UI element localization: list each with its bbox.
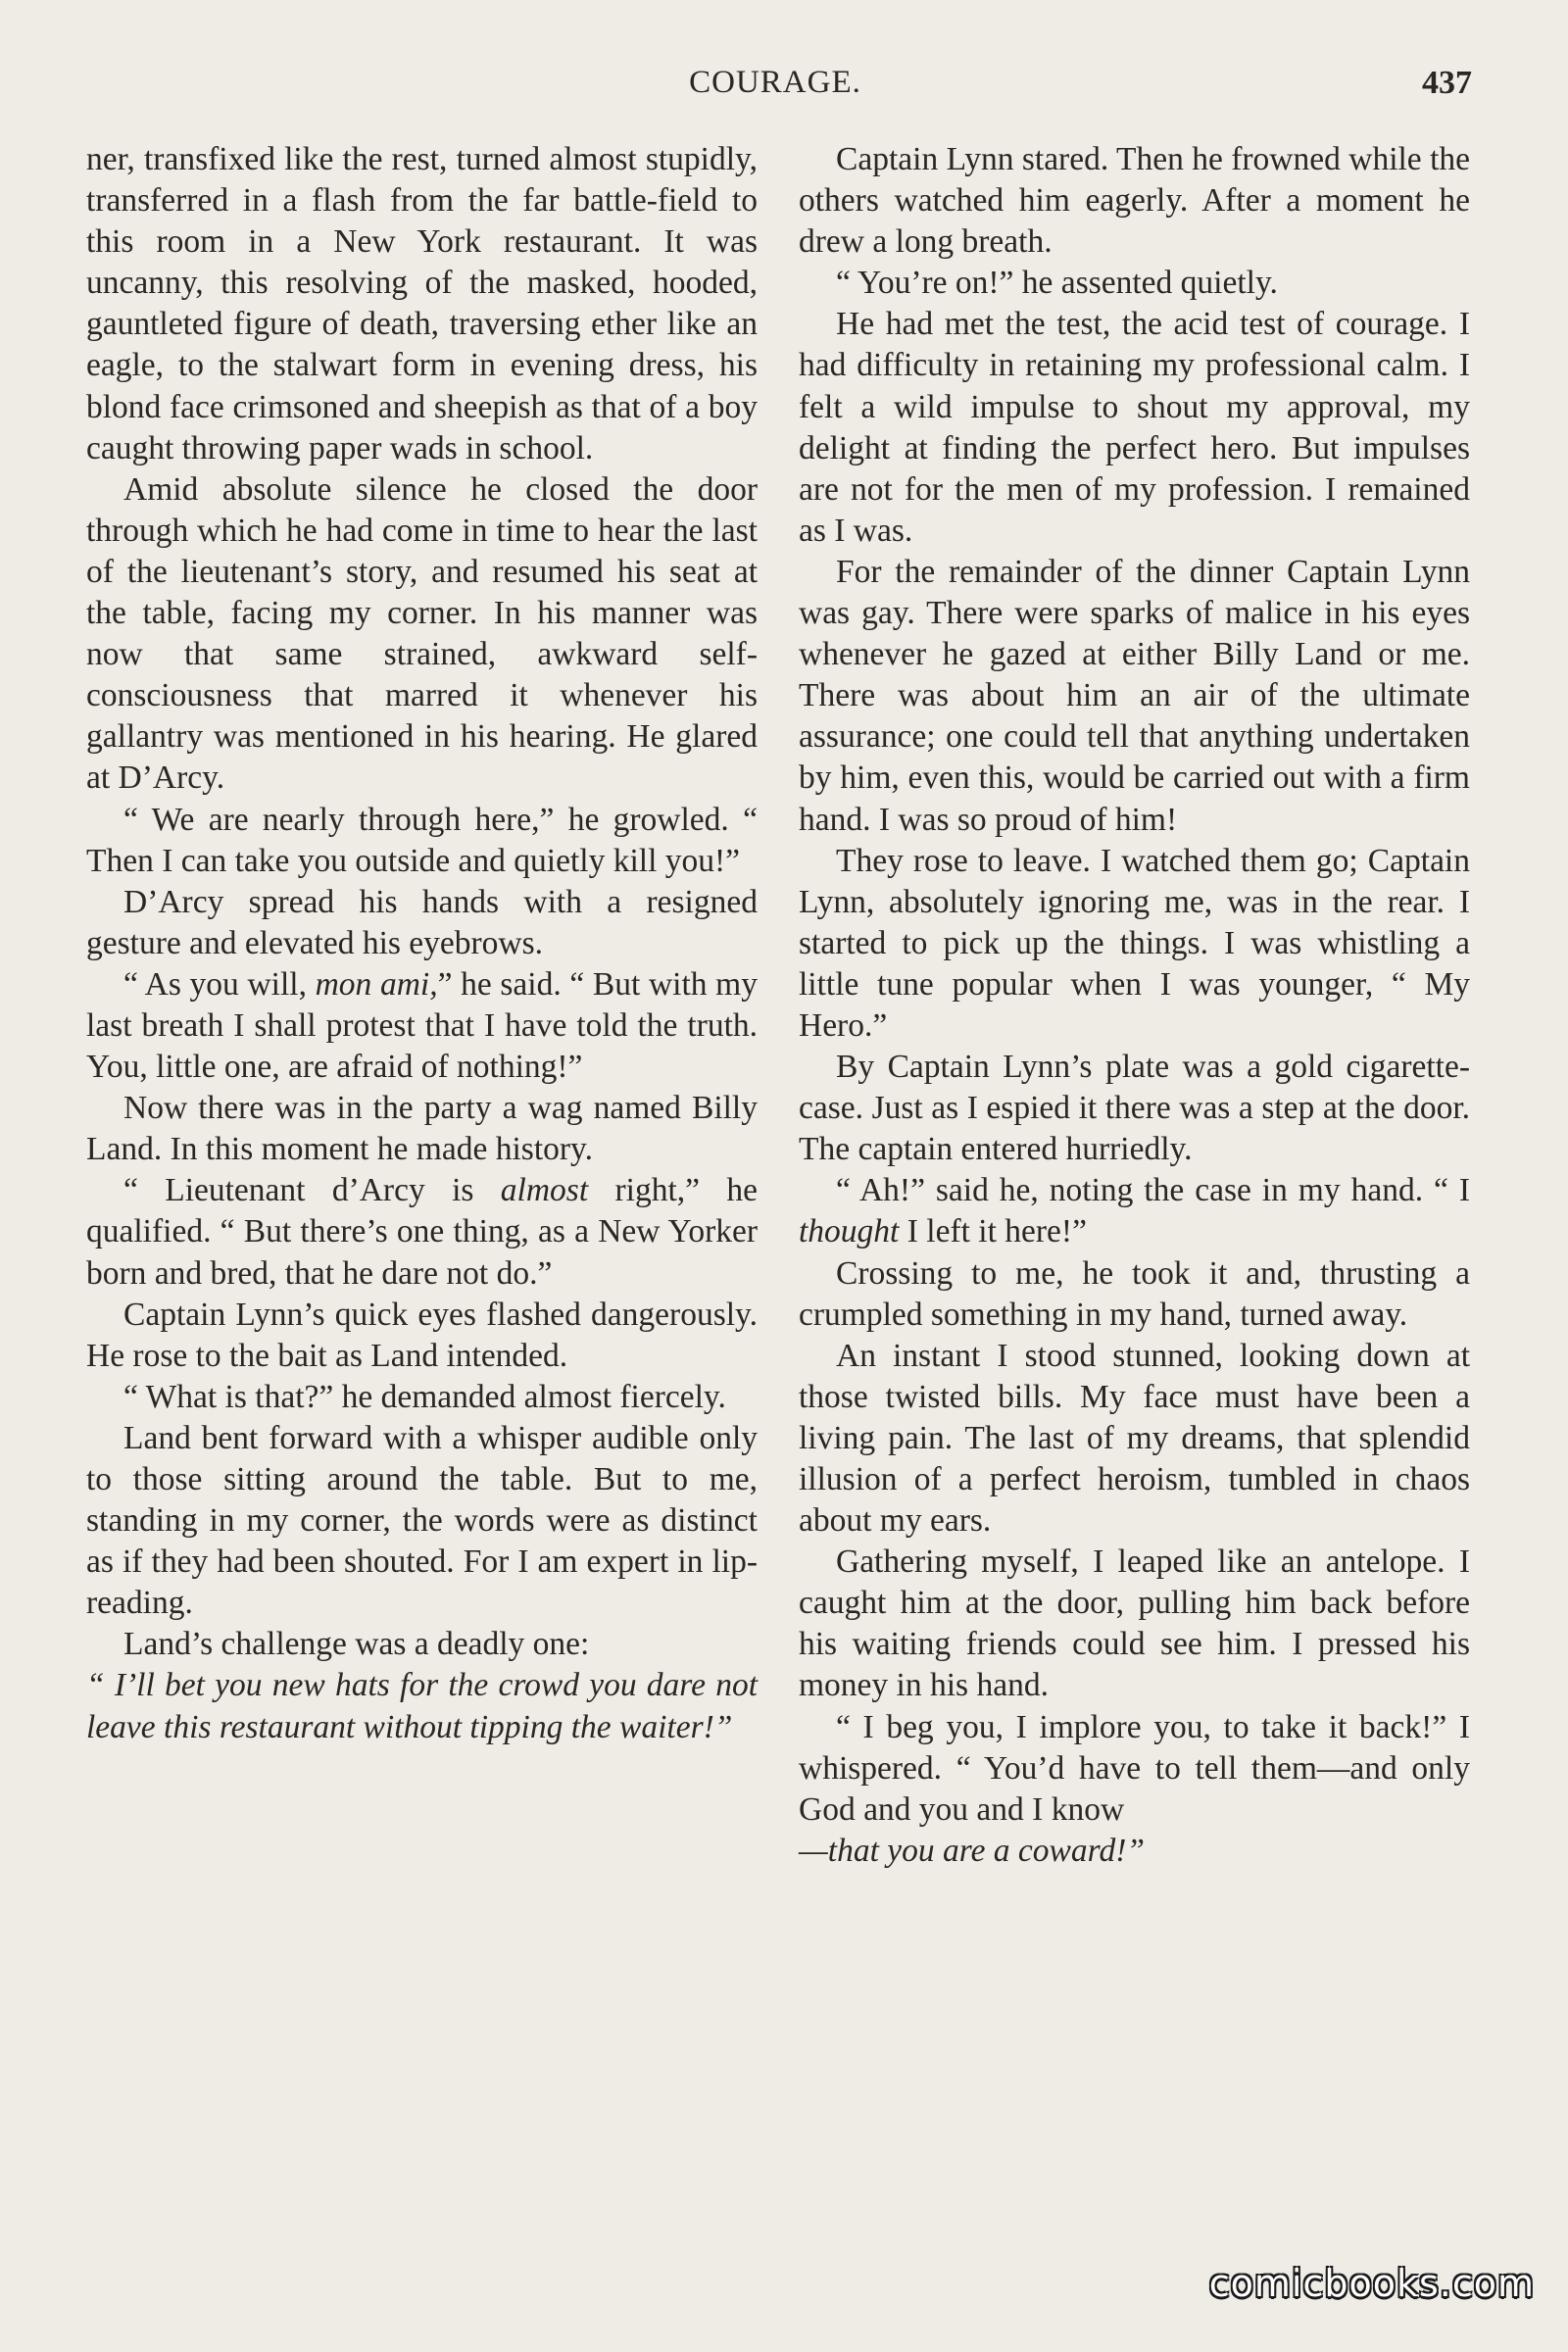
italic-text: almost bbox=[500, 1172, 589, 1209]
text-run: right,” he qualified. “ But there’s one thing, as a New Yorker born and bred, that he dare not do.” bbox=[86, 1172, 758, 1292]
right-column bbox=[799, 139, 1470, 1872]
paragraph: Captain Lynn stared. Then he frowned while the others watched him eagerly. After a moment he drew a long breath. bbox=[799, 141, 1470, 261]
paragraph: Gathering myself, I leaped like an antelope. I caught him at the door, pulling him back before his waiting friends could see him. I pressed his money in his hand. bbox=[799, 1544, 1470, 1704]
paragraph bbox=[799, 1170, 1470, 1252]
paragraph: Now there was in the party a wag named Billy Land. In this moment he made history. bbox=[86, 1090, 758, 1168]
paragraph: He had met the test, the acid test of courage. I had difficulty in retaining my professional calm. I felt a wild impulse to shout my approval, my delight at finding the perfect hero. But impulses are not for the men of my profession. I remained as I was. bbox=[799, 306, 1470, 549]
closing-line: —that you are a coward!” bbox=[799, 1832, 1145, 1869]
italic-text: thought bbox=[799, 1213, 900, 1250]
running-title: COURAGE. bbox=[689, 65, 861, 100]
paragraph: Crossing to me, he took it and, thrusting a crumpled something in my hand, turned away. bbox=[799, 1254, 1470, 1333]
paragraph bbox=[86, 1170, 758, 1294]
text-run: “ As you will, bbox=[123, 965, 316, 1003]
text-run: ” he said. “ But with my last breath I shall protest that I have told the truth. You, little one, are afraid of nothing!” bbox=[86, 965, 758, 1086]
paragraph: “ We are nearly through here,” he growled. “ Then I can take you outside and quietly kill you!” bbox=[86, 801, 758, 879]
page-number: 437 bbox=[1422, 65, 1472, 101]
paragraph: Land bent forward with a whisper audible only to those sitting around the table. But to me, standing in my corner, the words were as distinct as if they had been shouted. For I am expert in lip-reading. bbox=[86, 1419, 758, 1622]
paragraph: Captain Lynn’s quick eyes flashed dangerously. He rose to the bait as Land intended. bbox=[86, 1296, 758, 1374]
paragraph: ner, transfixed like the rest, turned almost stupidly, transferred in a flash from the far battle-field to this room in a New York restaurant. It was uncanny, this resolving of the masked, hooded, gauntleted figure of death, traversing ether like an eagle, to the stalwart form in evening dress, his blond face crimsoned and sheepish as that of a boy caught throwing paper wads in school. bbox=[86, 141, 758, 466]
paragraph: Land’s challenge was a deadly one: bbox=[123, 1626, 590, 1663]
page-header bbox=[78, 65, 1472, 114]
challenge-quote: “ I’ll bet you new hats for the crowd you dare not leave this restaurant without tipping the waiter!” bbox=[86, 1667, 758, 1745]
paragraph: Amid absolute silence he closed the door through which he had come in time to hear the last of the lieutenant’s story, and resumed his seat at the table, facing my corner. In his manner was now that same strained, awkward self-consciousness that marred it whenever his gallantry was mentioned in his hearing. He glared at D’Arcy. bbox=[86, 470, 758, 797]
text-run: “ Lieutenant d’Arcy is bbox=[123, 1172, 501, 1209]
paragraph: D’Arcy spread his hands with a resigned gesture and elevated his eyebrows. bbox=[86, 883, 758, 961]
paragraph: “ You’re on!” he assented quietly. bbox=[836, 265, 1278, 302]
paragraph: An instant I stood stunned, looking down at those twisted bills. My face must have been a living pain. The last of my dreams, that splendid illusion of a perfect heroism, tumbled in chaos about my ears. bbox=[799, 1337, 1470, 1540]
italic-text: mon ami, bbox=[315, 965, 438, 1003]
left-column bbox=[86, 139, 758, 1748]
paragraph bbox=[86, 964, 758, 1088]
paragraph: For the remainder of the dinner Captain Lynn was gay. There were sparks of malice in his eyes whenever he gazed at either Billy Land or me. There was about him an air of the ultimate assurance; one could tell that anything undertaken by him, even this, would be carried out with a firm hand. I was so proud of him! bbox=[799, 553, 1470, 838]
text-run: “ Ah!” said he, noting the case in my hand. “ I bbox=[836, 1172, 1470, 1209]
text-run: I left it here!” bbox=[899, 1213, 1087, 1250]
watermark: comicbooks.com bbox=[1208, 2262, 1535, 2305]
paragraph: “ I beg you, I implore you, to take it back!” I whispered. “ You’d have to tell them—and only God and you and I know bbox=[799, 1708, 1470, 1828]
paragraph: “ What is that?” he demanded almost fiercely. bbox=[123, 1378, 726, 1415]
paragraph: By Captain Lynn’s plate was a gold cigarette-case. Just as I espied it there was a step at the door. The captain entered hurriedly. bbox=[799, 1049, 1470, 1168]
paragraph: They rose to leave. I watched them go; Captain Lynn, absolutely ignoring me, was in the rear. I started to pick up the things. I was whistling a little tune popular when I was younger, “ My Hero.” bbox=[799, 842, 1470, 1044]
